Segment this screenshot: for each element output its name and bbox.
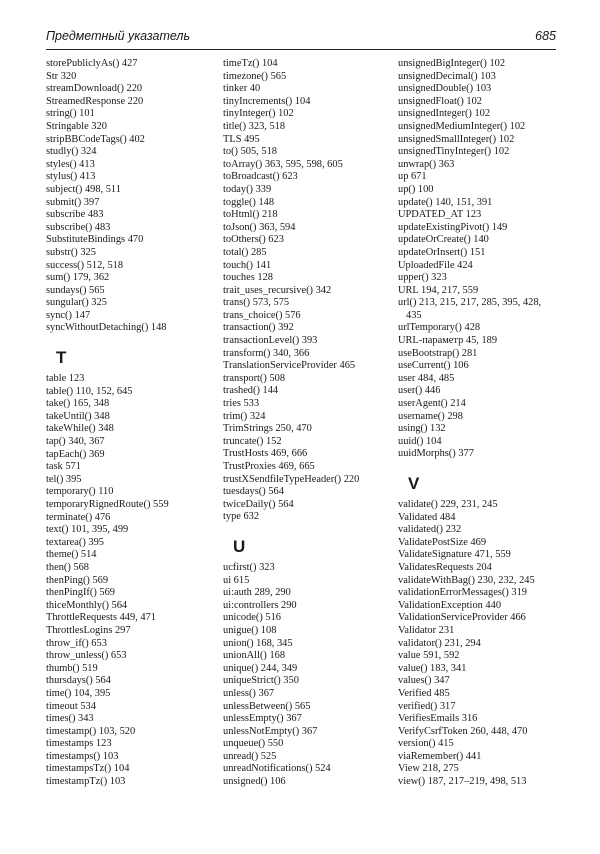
index-entry: ThrottleRequests 449, 471	[46, 612, 156, 624]
index-entry: success() 512, 518	[46, 259, 124, 271]
index-entry: toJson() 363, 594	[223, 221, 296, 233]
index-entry: TrustProxies 469, 665	[223, 461, 315, 472]
index-entry: truncate() 152	[223, 435, 282, 447]
index-entry: timestampsTz() 104	[46, 763, 130, 775]
index-entry: thiceMonthly() 564	[46, 599, 128, 611]
index-entry: Verified 485	[398, 687, 450, 699]
index-entry: user() 446	[398, 385, 441, 397]
index-entry: transaction() 392	[223, 322, 294, 334]
page-header	[46, 24, 556, 50]
index-entry: transport() 508	[223, 372, 286, 384]
running-title: Предметный указатель	[46, 28, 191, 43]
index-entry: TrustHosts 469, 666	[223, 448, 308, 460]
index-entry: urlTemporary() 428	[398, 322, 481, 334]
index-entry: trustXSendfileTypeHeader() 220	[223, 473, 360, 485]
index-entry: StreamedResponse 220	[46, 95, 144, 107]
index-entry: up 671	[398, 171, 427, 183]
index-entry: unique() 244, 349	[223, 662, 298, 674]
index-entry: thursdays() 564	[46, 675, 111, 687]
index-entry: unsignedTinyInteger() 102	[398, 146, 510, 158]
index-entry: TLS 495	[223, 133, 260, 145]
index-entry: total() 285	[223, 246, 267, 258]
index-entry: touch() 141	[223, 259, 272, 271]
index-entry: user 484, 485	[398, 372, 455, 384]
index-entry: trans_choice() 576	[223, 309, 301, 321]
index-entry: userAgent() 214	[398, 398, 466, 410]
section-letter: T	[56, 348, 67, 368]
index-entry: toggle() 148	[223, 196, 275, 208]
index-entry: UploadedFile 424	[398, 259, 473, 271]
index-entry: stylus() 413	[46, 171, 96, 183]
index-entry: using() 132	[398, 423, 446, 435]
index-entry: then() 568	[46, 561, 89, 573]
index-entry: validated() 232	[398, 524, 462, 536]
index-entry: sungular() 325	[46, 297, 107, 309]
index-entry: timeTz() 104	[223, 58, 278, 69]
index-entry: unsignedSmallInteger() 102	[398, 133, 515, 145]
index-entry: TrimStrings 250, 470	[223, 423, 312, 435]
index-entry: ucfirst() 323	[223, 561, 275, 573]
index-entry: URL-параметр 45, 189	[398, 335, 498, 347]
index-entry: title() 323, 518	[223, 120, 286, 132]
index-entry: validateWithBag() 230, 232, 245	[398, 574, 535, 586]
index-entry: table() 110, 152, 645	[46, 385, 133, 397]
index-entry: to() 505, 518	[223, 146, 277, 158]
index-entry: ValidatesRequests 204	[398, 561, 492, 573]
index-entry: Str 320	[46, 70, 77, 82]
index-entry: verified() 317	[398, 700, 456, 712]
index-entry: unsignedMediumInteger() 102	[398, 120, 526, 132]
index-entry: unreadNotifications() 524	[223, 763, 331, 775]
index-entry: tinker 40	[223, 83, 261, 95]
index-entry: View 218, 275	[398, 763, 459, 775]
index-entry: values() 347	[398, 675, 450, 687]
index-entry: value 591, 592	[398, 650, 460, 662]
index-entry: terminate() 476	[46, 511, 111, 523]
index-entry: thumb() 519	[46, 662, 98, 674]
index-entry: takeUntil() 348	[46, 410, 110, 422]
index-entry: takeWhile() 348	[46, 423, 114, 435]
index-entry: twiceDaily() 564	[223, 498, 294, 510]
index-entry: timestamps 123	[46, 738, 112, 750]
index-entry: updateExistingPivot() 149	[398, 221, 508, 233]
index-entry: studly() 324	[46, 146, 97, 158]
index-entry: trashed() 144	[223, 385, 279, 397]
index-entry: temporary() 110	[46, 486, 114, 498]
index-entry: throw_unless() 653	[46, 650, 127, 662]
index-entry: url() 213, 215, 217, 285, 395, 428,	[398, 297, 542, 309]
index-entry: tapEach() 369	[46, 448, 105, 460]
index-entry: uuidMorphs() 377	[398, 448, 474, 460]
index-entry: ui:auth 289, 290	[223, 587, 291, 599]
index-entry: time() 104, 395	[46, 687, 111, 699]
index-entry: validate() 229, 231, 245	[398, 499, 498, 510]
index-entry: today() 339	[223, 183, 272, 195]
index-entry: trans() 573, 575	[223, 297, 290, 309]
index-entry: unsignedInteger() 102	[398, 108, 491, 120]
index-entry: toHtml() 218	[223, 209, 278, 221]
index-entry: sum() 179, 362	[46, 272, 110, 284]
index-entry: TranslationServiceProvider 465	[223, 360, 356, 372]
index-entry: string() 101	[46, 108, 95, 120]
index-entry: tinyInteger() 102	[223, 108, 294, 120]
index-entry: unsigned() 106	[223, 776, 286, 788]
index-entry: trait_uses_recursive() 342	[223, 284, 332, 296]
index-entry: Validated 484	[398, 511, 456, 523]
index-entry: updateOrInsert() 151	[398, 246, 486, 258]
index-entry: transform() 340, 366	[223, 347, 310, 359]
index-entry: toBroadcast() 623	[223, 171, 298, 183]
index-entry: update() 140, 151, 391	[398, 196, 493, 208]
index-entry: unicode() 516	[223, 612, 281, 624]
index-entry: useCurrent() 106	[398, 360, 469, 372]
index-entry: text() 101, 395, 499	[46, 524, 129, 536]
index-entry: storePubliclyAs() 427	[46, 58, 138, 69]
index-entry: useBootstrap() 281	[398, 347, 478, 359]
index-entry: timeout 534	[46, 700, 96, 712]
index-entry: unread() 525	[223, 750, 277, 762]
index-entry: updateOrCreate() 140	[398, 234, 489, 246]
index-entry: thenPing() 569	[46, 574, 109, 586]
index-entry: value() 183, 341	[398, 662, 467, 674]
index-entry: unwrap() 363	[398, 158, 455, 170]
index-entry: theme() 514	[46, 549, 97, 561]
index-entry: unlessBetween() 565	[223, 700, 311, 712]
index-entry: ValidationServiceProvider 466	[398, 612, 526, 624]
index-entry: validator() 231, 294	[398, 637, 481, 649]
index-entry: substr() 325	[46, 246, 96, 258]
index-entry: subject() 498, 511	[46, 183, 121, 195]
index-entry: styles() 413	[46, 158, 95, 170]
index-entry: timestamps() 103	[46, 750, 119, 762]
index-entry: version() 415	[398, 738, 454, 750]
index-column-1	[46, 58, 216, 789]
index-entry: trim() 324	[223, 410, 266, 422]
index-entry: URL 194, 217, 559	[398, 284, 479, 296]
index-entry: type 632	[223, 511, 260, 523]
index-entry: timezone() 565	[223, 70, 287, 82]
index-entry: times() 343	[46, 713, 94, 725]
index-column-2	[223, 58, 393, 789]
index-entry: ValidationException 440	[398, 599, 502, 611]
index-entry: 435	[406, 309, 422, 321]
index-entry: uuid() 104	[398, 435, 442, 447]
index-entry: unigue() 108	[223, 624, 277, 636]
index-entry: task 571	[46, 461, 81, 473]
index-entry: sync() 147	[46, 309, 91, 321]
index-entry: unlessNotEmpty() 367	[223, 725, 318, 737]
index-entry: unqueue() 550	[223, 738, 284, 750]
index-entry: ValidateSignature 471, 559	[398, 549, 511, 561]
index-entry: validationErrorMessages() 319	[398, 587, 527, 599]
index-entry: ValidatePostSize 469	[398, 536, 487, 548]
index-entry: up() 100	[398, 183, 434, 195]
index-entry: upper() 323	[398, 272, 447, 284]
index-entry: unsignedDecimal() 103	[398, 70, 496, 82]
index-entry: toOthers() 623	[223, 234, 284, 246]
index-entry: sundays() 565	[46, 284, 105, 296]
section-letter: U	[233, 536, 246, 556]
index-entry: union() 168, 345	[223, 637, 293, 649]
index-entry: textarea() 395	[46, 536, 104, 548]
index-entry: tuesdays() 564	[223, 486, 284, 498]
index-entry: SubstituteBindings 470	[46, 234, 144, 246]
index-entry: temporaryRignedRoute() 559	[46, 499, 169, 510]
index-entry: uniqueStrict() 350	[223, 675, 299, 687]
index-entry: syncWithoutDetaching() 148	[46, 322, 167, 334]
index-entry: streamDownload() 220	[46, 83, 143, 95]
index-entry: VerifyCsrfToken 260, 448, 470	[398, 725, 528, 737]
index-entry: timestamp() 103, 520	[46, 725, 136, 737]
index-entry: touches 128	[223, 272, 273, 284]
index-entry: subscribe 483	[46, 209, 104, 221]
section-letter: V	[408, 474, 420, 493]
index-entry: unlessEmpty() 367	[223, 713, 302, 725]
index-entry: thenPingIf() 569	[46, 587, 115, 599]
page-number: 685	[535, 28, 556, 43]
index-entry: Stringable 320	[46, 120, 107, 132]
index-entry: submit() 397	[46, 196, 100, 208]
index-entry: unsignedBigInteger() 102	[398, 58, 506, 69]
index-entry: table 123	[46, 373, 85, 385]
index-entry: Validator 231	[398, 624, 455, 636]
index-entry: throw_if() 653	[46, 637, 107, 649]
index-entry: tel() 395	[46, 473, 82, 485]
index-entry: toArray() 363, 595, 598, 605	[223, 158, 343, 170]
index-column-3	[398, 58, 558, 789]
index-entry: transactionLevel() 393	[223, 335, 318, 347]
index-entry: unsignedDouble() 103	[398, 83, 492, 95]
index-entry: view() 187, 217–219, 498, 513	[398, 776, 527, 788]
index-entry: unless() 367	[223, 687, 275, 699]
index-entry: unionAll() 168	[223, 650, 286, 662]
index-entry: UPDATED_AT 123	[398, 209, 482, 221]
index-entry: take() 165, 348	[46, 398, 110, 410]
index-entry: username() 298	[398, 410, 463, 422]
index-entry: tap() 340, 367	[46, 436, 105, 448]
index-entry: ui:controllers 290	[223, 599, 297, 611]
index-entry: unsignedFloat() 102	[398, 95, 482, 107]
index-entry: viaRemember() 441	[398, 750, 482, 762]
index-entry: subscribe() 483	[46, 221, 111, 233]
index-entry: stripBBCodeTags() 402	[46, 133, 145, 145]
index-entry: ThrottlesLogins 297	[46, 624, 131, 636]
index-entry: timestampTz() 103	[46, 776, 126, 788]
index-entry: ui 615	[223, 574, 250, 586]
index-entry: VerifiesEmails 316	[398, 713, 478, 725]
index-entry: tries 533	[223, 398, 260, 410]
index-entry: tinyIncrements() 104	[223, 95, 311, 107]
